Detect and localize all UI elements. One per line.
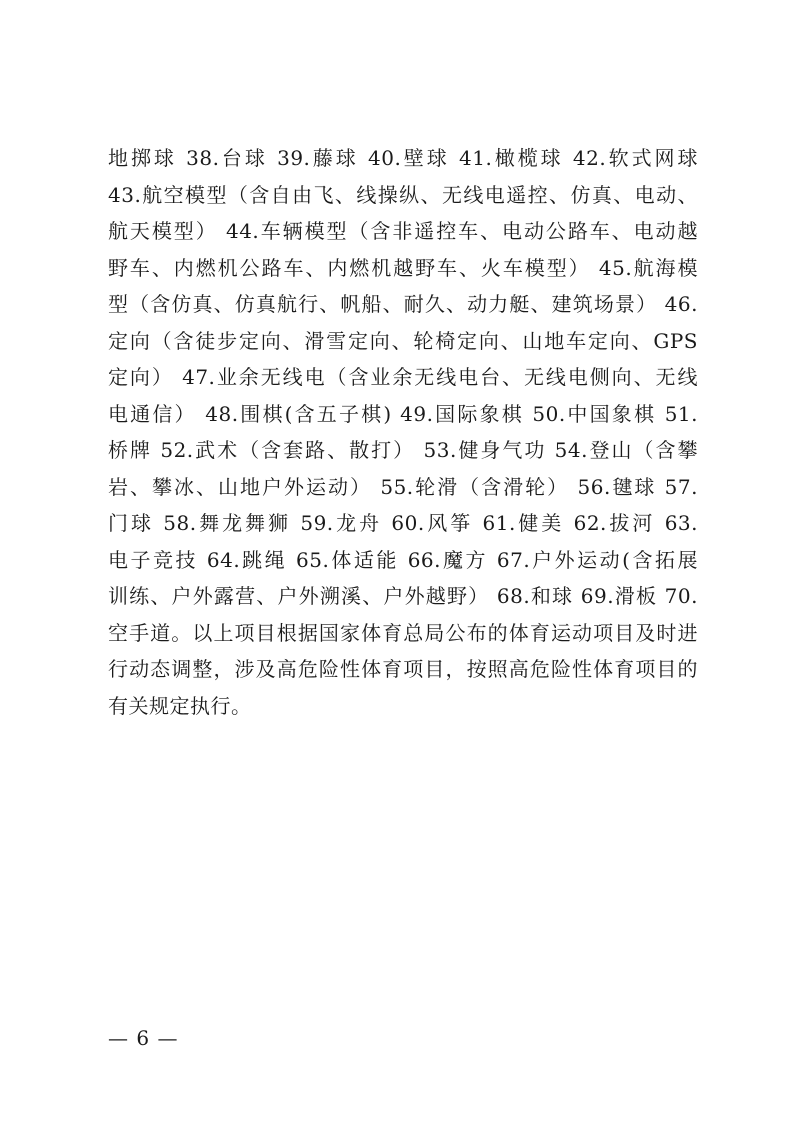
text-line: 行动态调整，涉及高危险性体育项目，按照高危险性体育项目的 — [108, 657, 698, 681]
text-line: 电通信） 48.围棋(含五子棋) 49.国际象棋 50.中国象棋 51. — [108, 401, 698, 426]
text-line: 空手道。以上项目根据国家体育总局公布的体育运动项目及时进 — [108, 620, 698, 645]
text-line: 型（含仿真、仿真航行、帆船、耐久、动力艇、建筑场景） 46. — [108, 292, 698, 316]
text-line: 航天模型） 44.车辆模型（含非遥控车、电动公路车、电动越 — [108, 219, 698, 243]
text-line: 门球 58.舞龙舞狮 59.龙舟 60.风筝 61.健美 62.拔河 63. — [108, 511, 698, 535]
text-line: 43.航空模型（含自由飞、线操纵、无线电遥控、仿真、电动、 — [108, 182, 698, 207]
page-number: — 6 — — [108, 1026, 179, 1050]
text-line: 定向（含徒步定向、滑雪定向、轮椅定向、山地车定向、GPS — [108, 328, 698, 353]
text-line: 野车、内燃机公路车、内燃机越野车、火车模型） 45.航海模 — [108, 255, 698, 280]
body-paragraph — [108, 140, 698, 724]
text-line: 岩、攀冰、山地户外运动） 55.轮滑（含滑轮） 56.毽球 57. — [108, 474, 698, 499]
text-line: 地掷球 38.台球 39.藤球 40.壁球 41.橄榄球 42.软式网球 — [108, 146, 698, 170]
text-line: 电子竞技 64.跳绳 65.体适能 66.魔方 67.户外运动(含拓展 — [108, 547, 698, 572]
text-line: 训练、户外露营、户外溯溪、户外越野） 68.和球 69.滑板 70. — [108, 584, 698, 608]
text-line: 有关规定执行。 — [108, 693, 252, 718]
text-line: 桥牌 52.武术（含套路、散打） 53.健身气功 54.登山（含攀 — [108, 438, 698, 462]
text-line: 定向） 47.业余无线电（含业余无线电台、无线电侧向、无线 — [108, 365, 698, 389]
